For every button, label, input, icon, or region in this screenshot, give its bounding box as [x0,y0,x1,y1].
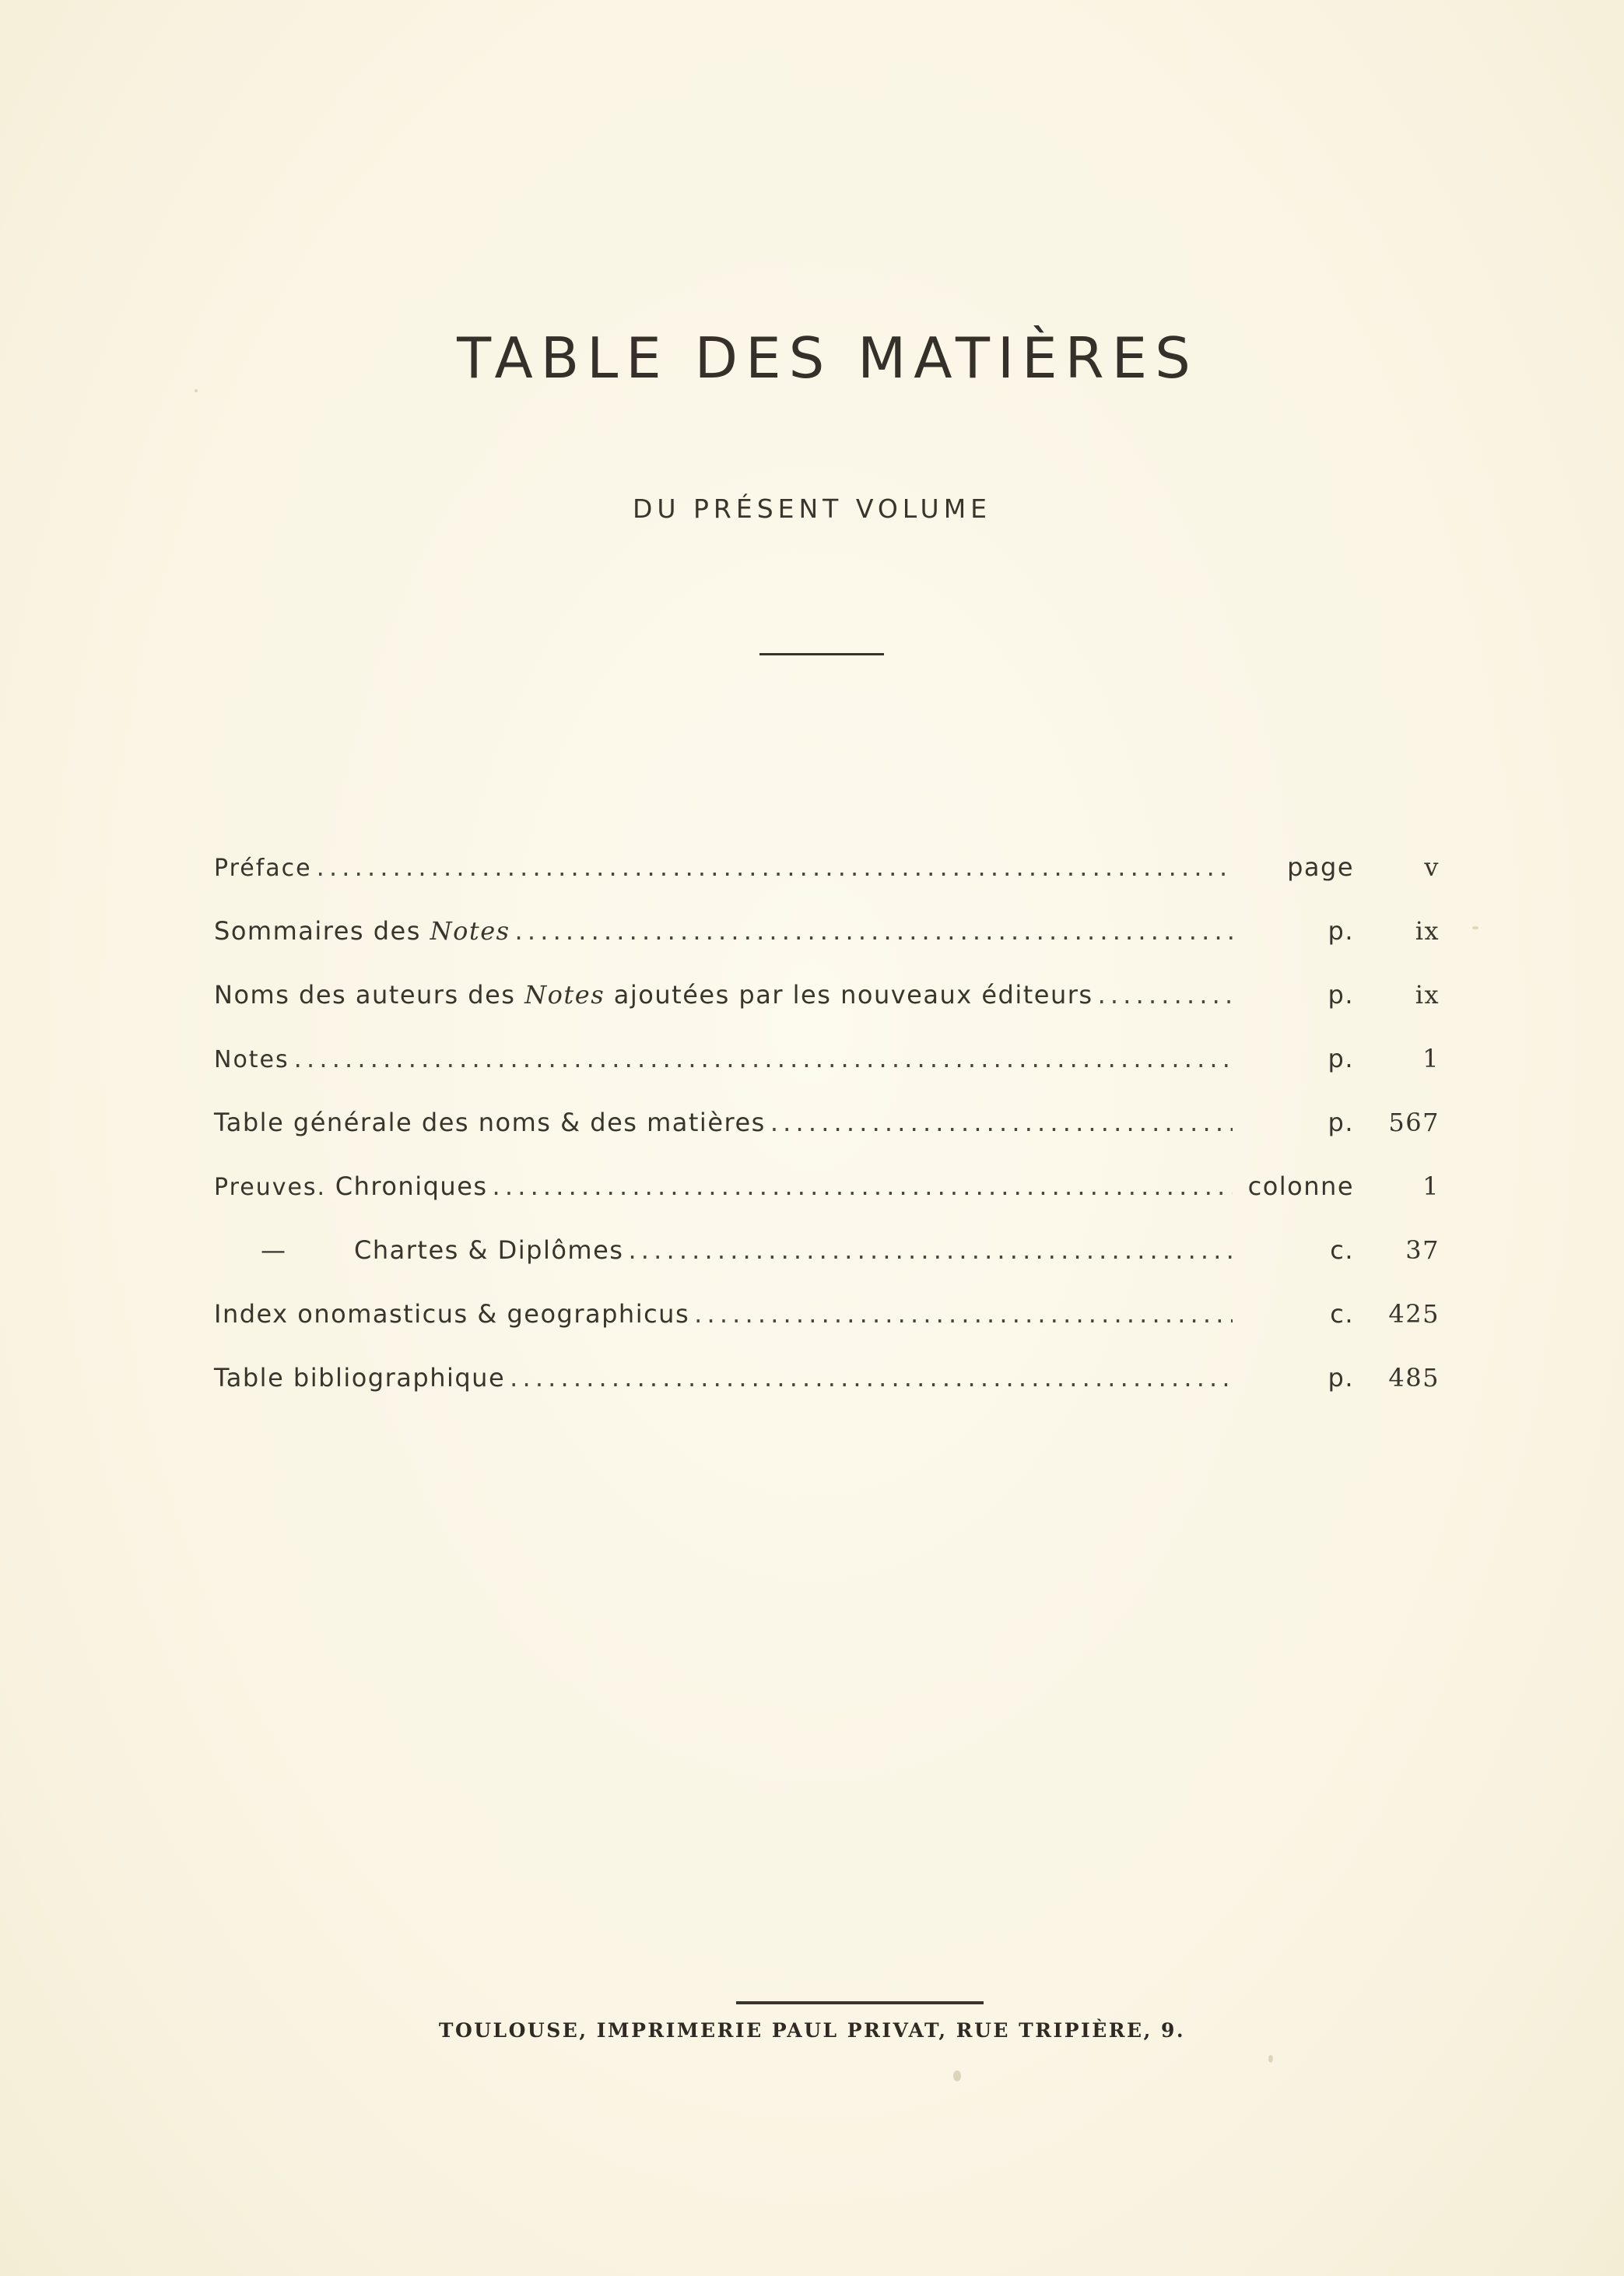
toc-page-abbr: c. [1330,1299,1354,1329]
toc-entry-label: Table générale des noms & des matières [214,1108,766,1137]
dot-leader [1098,980,1233,1010]
toc-entry-label: Index onomasticus & geographicus [214,1299,690,1329]
dot-leader [317,852,1233,882]
toc-label-text-after: ajoutées par les nouveaux éditeurs [605,980,1093,1010]
toc-page-number: ix [1415,916,1440,946]
toc-label-smallcaps: Préface [214,855,312,882]
toc-entry-label [214,980,1093,1010]
toc-page-abbr: c. [1330,1235,1354,1265]
toc-label-italic: Notes [430,916,510,946]
page-title: TABLE DES MATIÈRES [457,325,1198,391]
toc-page-abbr: p. [1328,1108,1354,1137]
toc-entry-label [214,852,312,882]
toc-entry-noms-auteurs[interactable] [214,980,1440,1044]
dot-leader [493,1171,1233,1201]
toc-entry-table-generale[interactable] [214,1108,1440,1171]
toc-page-number: 1 [1422,1171,1440,1201]
toc-entry-preuves-chroniques[interactable] [214,1171,1440,1235]
toc-ditto-dash: — [261,1235,287,1265]
dot-leader [515,916,1233,946]
toc-entry-preface[interactable] [214,852,1440,916]
toc-page-number: 485 [1388,1363,1440,1393]
toc-entry-chartes-diplomes[interactable] [214,1235,1440,1299]
toc-label-smallcaps: Notes [214,1046,289,1073]
toc-label-text: Chroniques [326,1171,488,1201]
toc-page-abbr: colonne [1247,1171,1354,1201]
toc-label-text: Chartes & Diplômes [354,1235,624,1265]
paper-speck [1268,2055,1273,2063]
table-of-contents [214,852,1440,1427]
toc-entry-label [214,916,510,946]
dot-leader [294,1044,1233,1073]
toc-label-text: Noms des auteurs des [214,980,525,1010]
dot-leader [628,1235,1233,1265]
toc-page-number: 425 [1388,1299,1440,1329]
toc-entry-notes[interactable] [214,1044,1440,1108]
dot-leader [770,1108,1233,1137]
toc-entry-label [214,1044,289,1073]
toc-page-number: 37 [1405,1235,1440,1265]
toc-entry-index[interactable] [214,1299,1440,1363]
toc-label-text: Sommaires des [214,916,430,946]
dot-leader [694,1299,1233,1329]
toc-page-number: ix [1415,980,1440,1010]
toc-entry-table-bibliographique[interactable] [214,1363,1440,1427]
toc-page-number: 1 [1422,1044,1440,1073]
toc-page-number: 567 [1388,1108,1440,1137]
toc-page-abbr: page [1287,852,1354,882]
toc-entry-label: Table bibliographique [214,1363,506,1393]
toc-entry-label [214,1235,623,1265]
page-subtitle: DU PRÉSENT VOLUME [632,493,992,524]
toc-page-abbr: p. [1328,916,1354,946]
footer-divider [736,2001,984,2004]
toc-label-smallcaps: Preuves. [214,1174,327,1201]
toc-label-italic: Notes [524,980,605,1010]
title-divider [759,653,884,655]
toc-page-number: v [1424,852,1440,882]
toc-page-abbr: p. [1328,980,1354,1010]
toc-page-abbr: p. [1328,1363,1354,1393]
dot-leader [510,1363,1233,1393]
toc-entry-sommaires[interactable] [214,916,1440,980]
paper-speck [1472,926,1478,929]
paper-speck [953,2071,961,2081]
toc-page-abbr: p. [1328,1044,1354,1073]
toc-entry-label [214,1171,488,1201]
printer-imprint: TOULOUSE, IMPRIMERIE PAUL PRIVAT, RUE TRIPIÈRE, 9. [438,2019,1186,2042]
